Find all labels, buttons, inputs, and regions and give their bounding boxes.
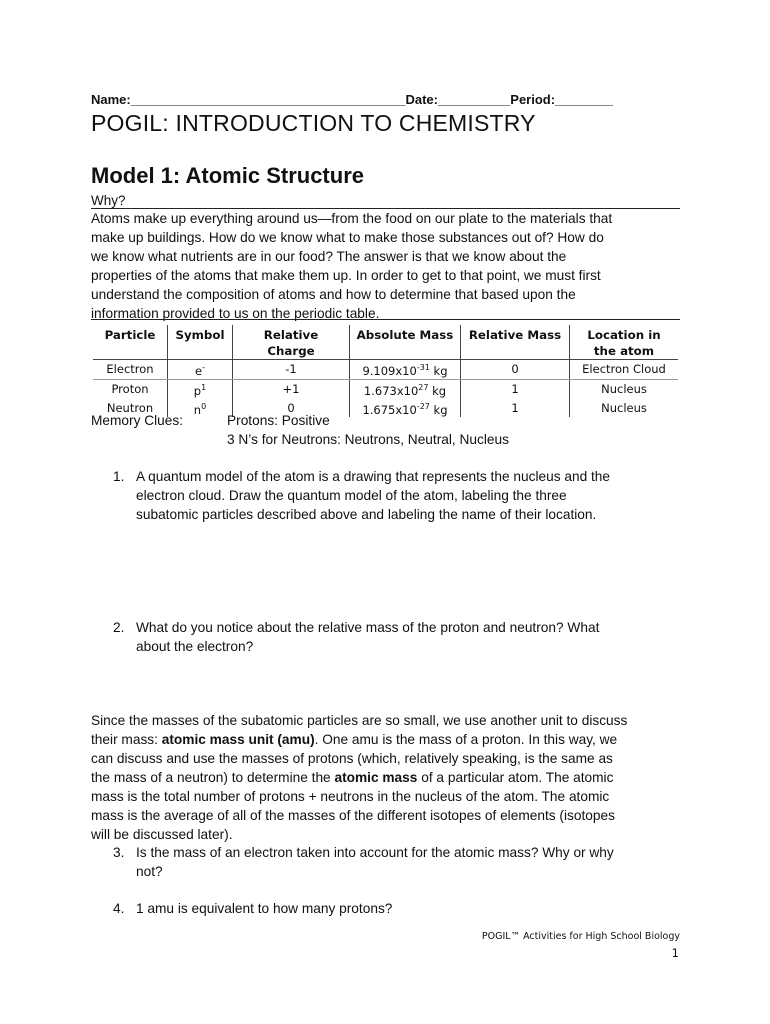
cell-symbol: $p^1$ [168, 379, 233, 398]
cell-location: Nucleus [601, 401, 647, 416]
table-row [93, 360, 678, 380]
cell-symbol: $n^0$ [168, 399, 233, 418]
table-header-row [93, 325, 678, 360]
cell-relative-mass: 1 [461, 379, 570, 398]
why-label: Why? [91, 193, 680, 209]
col-header-relative-mass: Relative Mass [461, 325, 570, 360]
name-date-period-line: Name:______________________________________Date:__________Period:________ [91, 92, 613, 107]
intro-line: Atoms make up everything around us—from the food on our plate to the materials that [91, 211, 613, 226]
question-number: 2. [113, 620, 125, 635]
memory-clue-protons: Protons: Positive [227, 413, 330, 428]
cell-particle: Electron [93, 360, 168, 380]
page-title: POGIL: INTRODUCTION TO CHEMISTRY [91, 110, 536, 136]
table-row [93, 379, 678, 398]
question-text: Is the mass of an electron taken into account for the atomic mass? Why or why not? [136, 845, 614, 879]
cell-charge: -1 [233, 360, 350, 380]
cell-location: Nucleus [601, 382, 647, 397]
intro-line: information provided to us on the periodic table. [91, 306, 380, 321]
cell-particle: Neutron [93, 399, 168, 418]
question-number: 3. [113, 845, 125, 860]
cell-absolute-mass: $9.109x10^{-31}$ kg [350, 360, 461, 380]
term-amu: atomic mass unit (amu) [161, 732, 315, 747]
cell-absolute-mass: $1.675x10^{-27}$ kg [350, 399, 461, 418]
divider [91, 319, 680, 320]
col-header-location: Location in the atom [570, 325, 679, 360]
intro-line: make up buildings. How do we know what to make those substances out of? How do [91, 230, 604, 245]
cell-symbol: e- [168, 360, 233, 380]
col-header-absolute-mass: Absolute Mass [350, 325, 461, 360]
memory-clue-neutrons: 3 N’s for Neutrons: Neutrons, Neutral, Nucleus [227, 432, 509, 447]
cell-particle: Proton [93, 379, 168, 398]
intro-line: properties of the atoms that make them up. In order to get to that point, we must first [91, 268, 601, 283]
model-heading: Model 1: Atomic Structure [91, 163, 364, 188]
intro-paragraph [91, 209, 691, 323]
subatomic-particles-table [93, 325, 678, 417]
cell-absolute-mass: $1.673x10^{27}$ kg [350, 379, 461, 398]
term-atomic-mass: atomic mass [334, 770, 418, 785]
intro-line: understand the composition of atoms and how to determine that based upon the [91, 287, 576, 302]
amu-paragraph: Since the masses of the subatomic particles are so small, we use another unit to discuss their mass: atomic mass unit (amu). One amu is the mass of a proton. In this way, we can discuss and use the masses of protons (which, relatively speaking, is the same as the mass of a neutron) to determine the atomic mass of a particular atom. The atomic mass is the total number of protons + neutrons in the nucleus of the atom. The atomic mass is the average of all of the masses of the different isotopes of elements (isotopes will be discussed later). [91, 713, 628, 842]
cell-relative-mass: 1 [461, 399, 570, 418]
col-header-symbol: Symbol [168, 325, 233, 360]
cell-location: Electron Cloud [570, 360, 679, 380]
question-number: 4. [113, 901, 125, 916]
question-number: 1. [113, 469, 125, 484]
memory-clues-label: Memory Clues: [91, 413, 184, 428]
cell-charge: 0 [233, 399, 350, 418]
footer-text: POGIL™ Activities for High School Biology [481, 931, 680, 942]
question-text: What do you notice about the relative mass of the proton and neutron? What about the electron? [136, 620, 600, 654]
question-text: 1 amu is equivalent to how many protons? [136, 901, 393, 916]
col-header-relative-charge: Relative Charge [233, 325, 350, 360]
question-text: A quantum model of the atom is a drawing that represents the nucleus and the electron cloud. Draw the quantum model of the atom, labeling the three subatomic particles described above and labeling the name of their location. [136, 469, 611, 522]
cell-relative-mass: 0 [461, 360, 570, 380]
page-number: 1 [671, 946, 679, 960]
cell-charge: +1 [233, 379, 350, 398]
intro-line: we know what nutrients are in our food? The answer is that we know about the [91, 249, 567, 264]
col-header-particle: Particle [93, 325, 168, 360]
